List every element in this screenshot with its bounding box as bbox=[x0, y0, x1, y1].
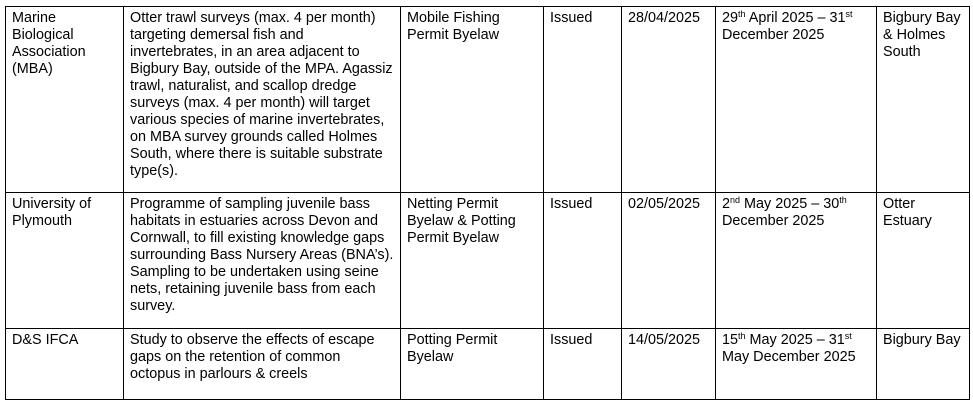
period-start-rest: April 2025 – 31 bbox=[745, 10, 846, 26]
period-start-day: 2 bbox=[722, 196, 731, 212]
date-cell: 02/05/2025 bbox=[622, 193, 716, 329]
period-start-day: 15 bbox=[722, 332, 739, 348]
period-cell bbox=[716, 329, 877, 400]
organisation-cell: University of Plymouth bbox=[6, 193, 124, 329]
date-cell: 14/05/2025 bbox=[622, 329, 716, 400]
period-end-suffix: st bbox=[845, 9, 853, 19]
byelaw-cell: Netting Permit Byelaw & Potting Permit Byelaw bbox=[401, 193, 544, 329]
location-cell: Bigbury Bay bbox=[877, 329, 970, 400]
organisation-cell: Marine Biological Association (MBA) bbox=[6, 7, 124, 193]
period-cell bbox=[716, 7, 877, 193]
period-start-rest: May 2025 – 30 bbox=[740, 196, 840, 212]
byelaw-cell: Potting Permit Byelaw bbox=[401, 329, 544, 400]
table-row bbox=[6, 7, 970, 193]
period-end-rest: December 2025 bbox=[722, 213, 825, 229]
permits-table bbox=[5, 6, 970, 400]
status-cell: Issued bbox=[544, 7, 622, 193]
period-cell bbox=[716, 193, 877, 329]
description-cell: Otter trawl surveys (max. 4 per month) targeting demersal fish and invertebrates, in an area adjacent to Bigbury Bay, outside of the MPA. Agassiz trawl, naturalist, and scallop dredge surveys (max. 4 per month) will target various species of marine invertebrates, on MBA survey grounds called Holmes South, where there is suitable substrate type(s). bbox=[124, 7, 401, 193]
description-cell: Programme of sampling juvenile bass habitats in estuaries across Devon and Cornwall, to fill existing knowledge gaps surrounding Bass Nursery Areas (BNA’s). Sampling to be undertaken using seine nets, retaining juvenile bass from each survey. bbox=[124, 193, 401, 329]
byelaw-cell: Mobile Fishing Permit Byelaw bbox=[401, 7, 544, 193]
table-row bbox=[6, 329, 970, 400]
location-cell: Bigbury Bay & Holmes South bbox=[877, 7, 970, 193]
period-end-suffix: th bbox=[839, 195, 847, 205]
date-cell: 28/04/2025 bbox=[622, 7, 716, 193]
period-start-suffix: th bbox=[738, 9, 746, 19]
period-end-suffix: st bbox=[844, 331, 852, 341]
period-start-day: 29 bbox=[722, 10, 739, 26]
description-cell: Study to observe the effects of escape gaps on the retention of common octopus in parlours & creels bbox=[124, 329, 401, 400]
period-end-rest: May December 2025 bbox=[722, 349, 856, 365]
status-cell: Issued bbox=[544, 193, 622, 329]
status-cell: Issued bbox=[544, 329, 622, 400]
location-cell: Otter Estuary bbox=[877, 193, 970, 329]
table-row bbox=[6, 193, 970, 329]
period-start-suffix: th bbox=[738, 331, 746, 341]
organisation-cell: D&S IFCA bbox=[6, 329, 124, 400]
period-start-rest: May 2025 – 31 bbox=[745, 332, 845, 348]
period-end-rest: December 2025 bbox=[722, 27, 825, 43]
period-start-suffix: nd bbox=[730, 195, 741, 205]
